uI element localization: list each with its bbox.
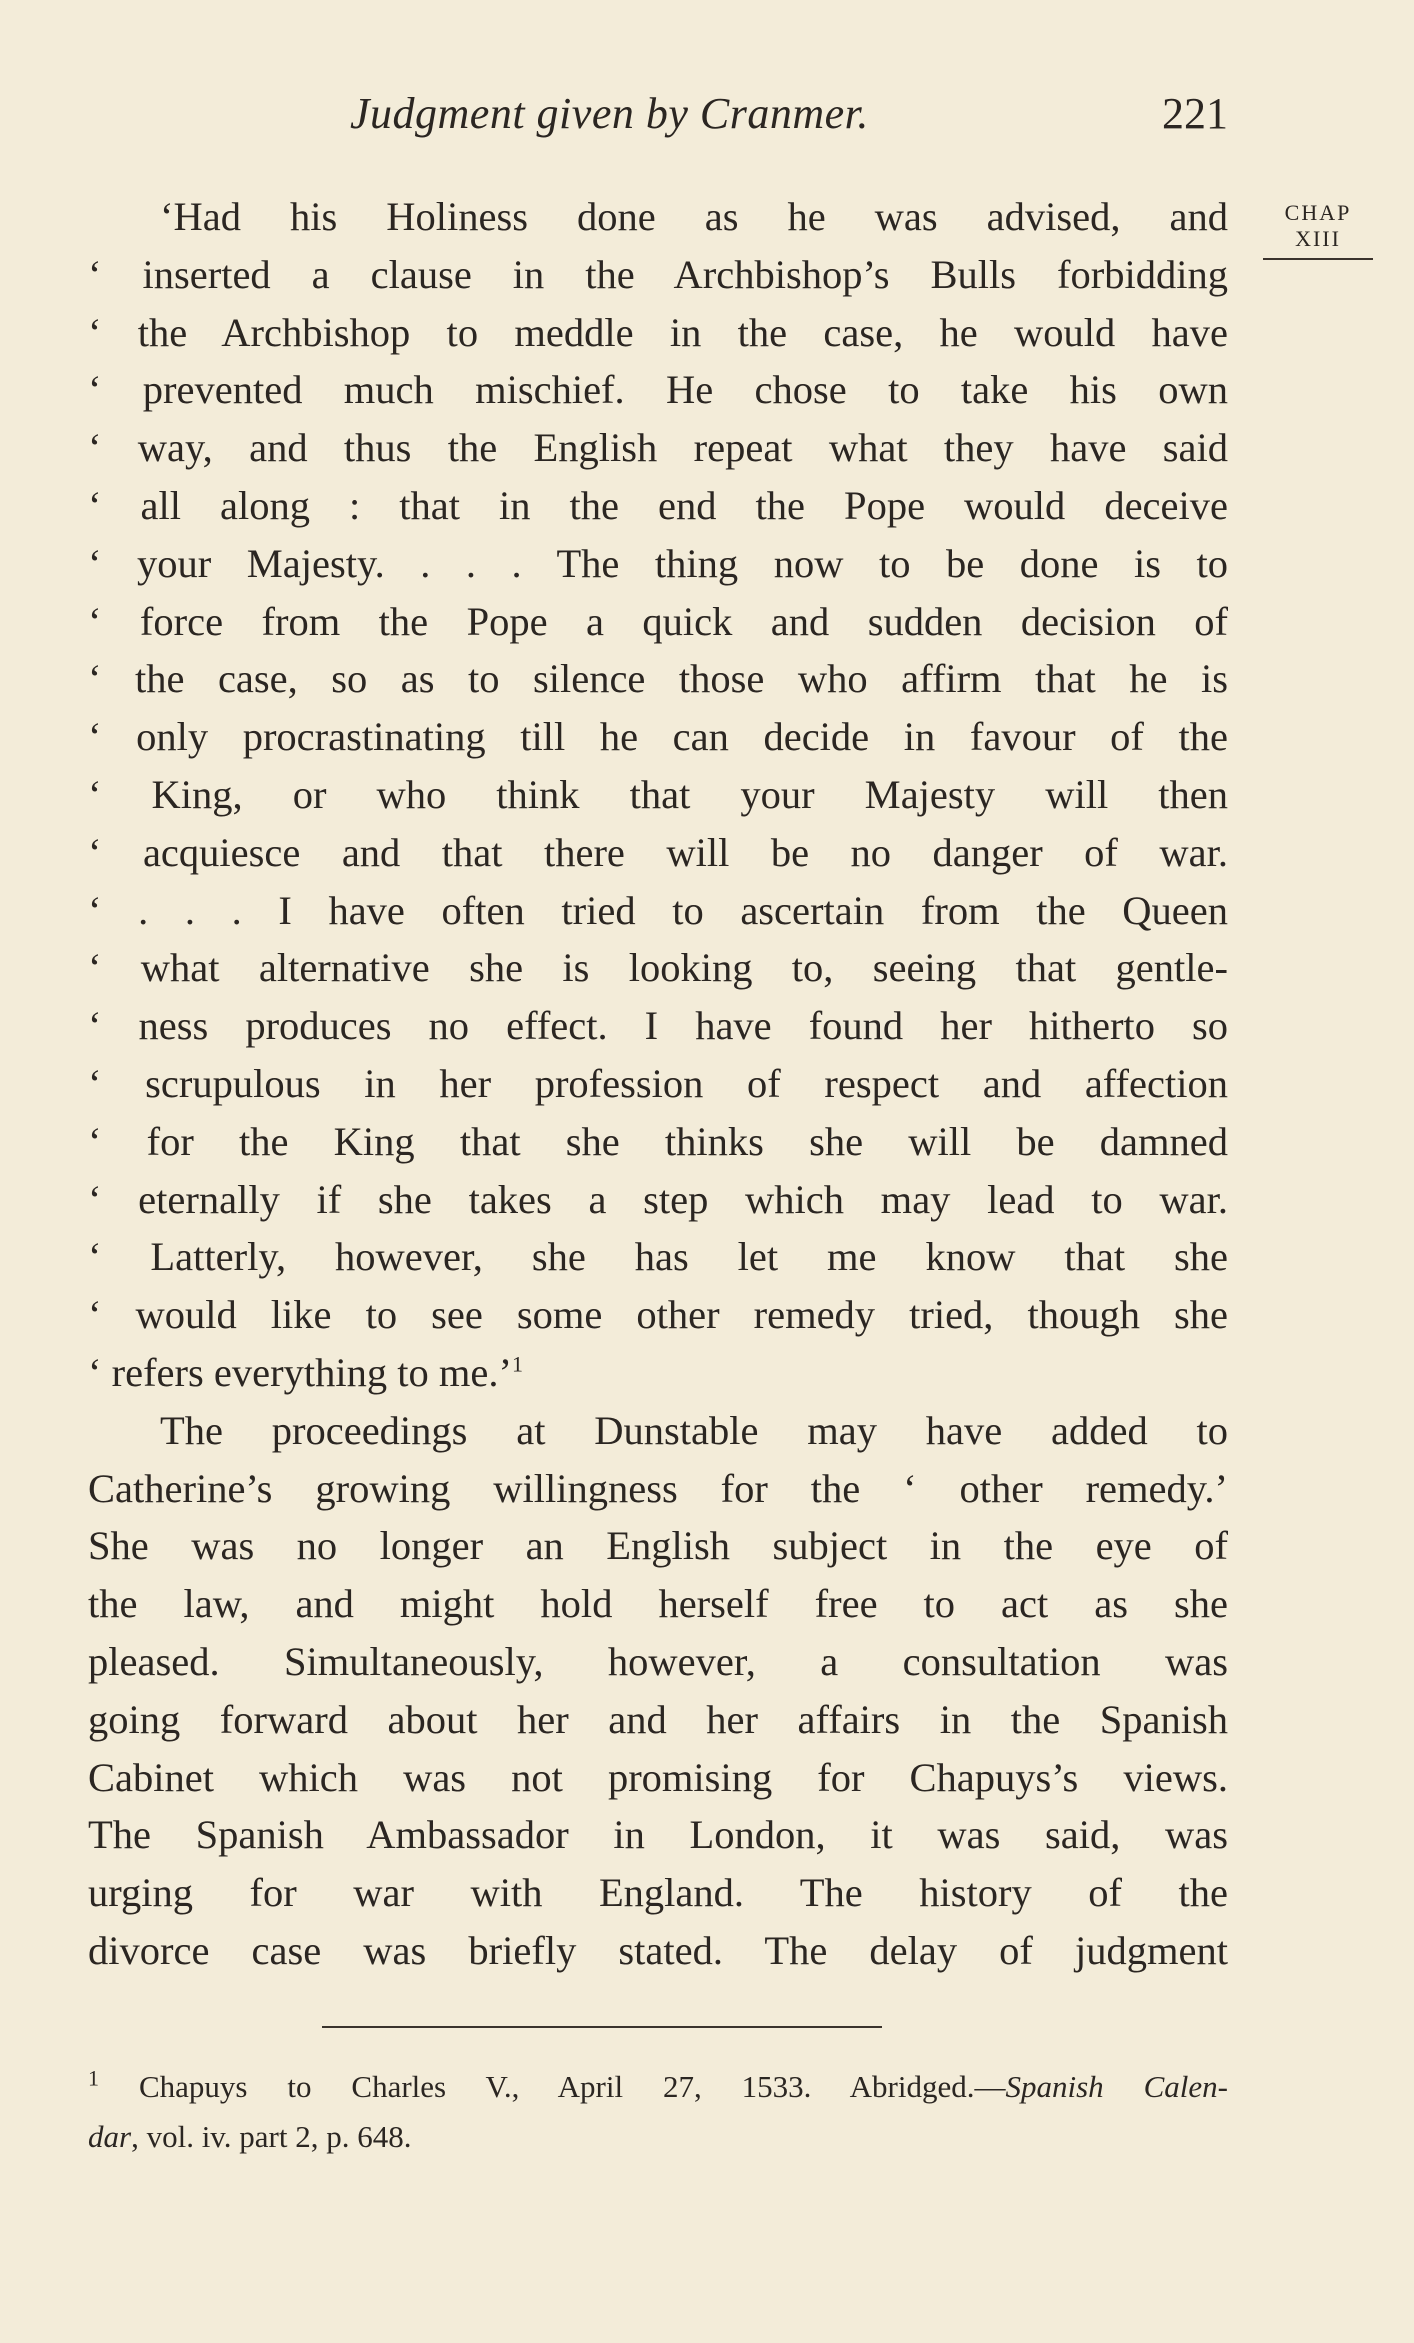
footnote-divider bbox=[322, 2026, 882, 2028]
text-line: ‘ your Majesty. . . . The thing now to be done is to bbox=[88, 540, 1228, 586]
text-line: ‘ what alternative she is looking to, seeing that gentle- bbox=[88, 945, 1228, 991]
text-line: The proceedings at Dunstable may have added to bbox=[160, 1407, 1228, 1453]
text-line: ‘ eternally if she takes a step which may lead to war. bbox=[88, 1176, 1228, 1222]
chapter-number: XIII bbox=[1295, 226, 1341, 251]
text-line: ‘ ness produces no effect. I have found her hitherto so bbox=[88, 1003, 1228, 1049]
text-line: ‘ King, or who think that your Majesty will then bbox=[88, 771, 1228, 817]
text-line: urging for war with England. The history of the bbox=[88, 1870, 1228, 1916]
footnote bbox=[88, 2062, 1228, 2162]
text-line: ‘ way, and thus the English repeat what they have said bbox=[88, 425, 1228, 471]
text-line: ‘ inserted a clause in the Archbishop’s Bulls forbidding bbox=[88, 251, 1228, 297]
text-line: ‘ prevented much mischief. He chose to take his own bbox=[88, 367, 1228, 413]
footnote-source: dar bbox=[88, 2119, 132, 2154]
text-line: ‘ scrupulous in her profession of respect and affection bbox=[88, 1060, 1228, 1106]
footnote-line bbox=[88, 2112, 1228, 2162]
footnote-text: , vol. iv. part 2, p. 648. bbox=[131, 2119, 412, 2154]
text-line: ‘ force from the Pope a quick and sudden decision of bbox=[88, 598, 1228, 644]
running-title: Judgment given by Cranmer. bbox=[350, 89, 869, 138]
text-line: ‘ . . . I have often tried to ascertain from the Queen bbox=[88, 887, 1228, 933]
text-line: ‘ only procrastinating till he can decide in favour of the bbox=[88, 714, 1228, 760]
body-text bbox=[88, 188, 1228, 1980]
text-line: ‘ for the King that she thinks she will be damned bbox=[88, 1118, 1228, 1164]
footnote-text: Chapuys to Charles V., April 27, 1533. Abridged.— bbox=[138, 2069, 1006, 2104]
text-line: pleased. Simultaneously, however, a consultation was bbox=[88, 1638, 1228, 1684]
chapter-label: CHAP bbox=[1284, 200, 1352, 225]
text-line: ‘ would like to see some other remedy tried, though she bbox=[88, 1292, 1228, 1338]
text-line: divorce case was briefly stated. The delay of judgment bbox=[88, 1927, 1228, 1973]
text-line: ‘ all along : that in the end the Pope would deceive bbox=[88, 482, 1228, 528]
text-line-content: ‘ refers everything to me.’ bbox=[88, 1349, 512, 1395]
text-line: ‘Had his Holiness done as he was advised, and bbox=[160, 194, 1228, 239]
text-line: ‘ Latterly, however, she has let me know that she bbox=[88, 1234, 1228, 1280]
chapter-sidenote bbox=[1258, 200, 1378, 260]
footnote-line bbox=[88, 2062, 1228, 2112]
text-line: going forward about her and her affairs in the Spanish bbox=[88, 1696, 1228, 1742]
text-line: Cabinet which was not promising for Chapuys’s views. bbox=[88, 1754, 1228, 1800]
text-line: the law, and might hold herself free to act as she bbox=[88, 1581, 1228, 1627]
footnote-number: 1 bbox=[88, 2065, 99, 2091]
text-line: ‘ the case, so as to silence those who affirm that he is bbox=[88, 656, 1228, 702]
page-number: 221 bbox=[1162, 89, 1228, 138]
text-line bbox=[88, 1344, 1228, 1402]
footnote-reference: 1 bbox=[511, 1351, 523, 1377]
text-line: The Spanish Ambassador in London, it was said, was bbox=[88, 1812, 1228, 1858]
text-line: She was no longer an English subject in the eye of bbox=[88, 1523, 1228, 1569]
sidenote-rule bbox=[1263, 258, 1373, 260]
text-line: ‘ the Archbishop to meddle in the case, he would have bbox=[88, 309, 1228, 355]
footnote-source: Spanish Calen- bbox=[1005, 2069, 1228, 2104]
text-line: Catherine’s growing willingness for the ‘ other remedy.’ bbox=[88, 1465, 1228, 1511]
running-head bbox=[88, 88, 1228, 144]
text-line: ‘ acquiesce and that there will be no danger of war. bbox=[88, 829, 1228, 875]
